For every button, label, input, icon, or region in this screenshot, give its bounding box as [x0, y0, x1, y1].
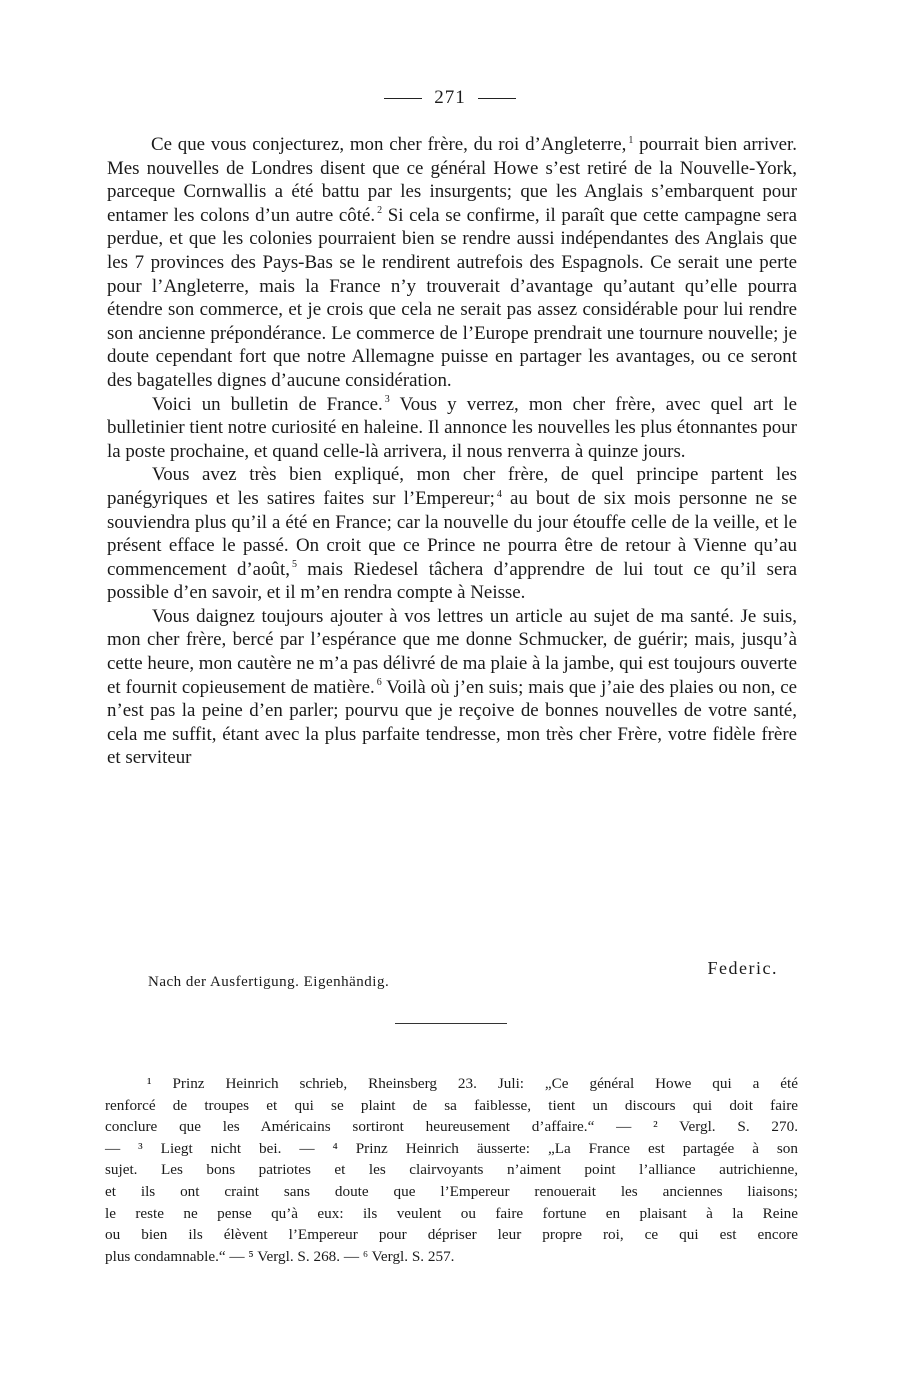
footnote-line: plus condamnable.“ — ⁵ Vergl. S. 268. — ⁶ Vergl. S. 257.	[105, 1247, 455, 1265]
paragraph-1-text-c: Si cela se confirme, il paraît que cette campagne sera perdue, et que les colonies pourraient bien se rendre aussi indépendantes des Anglais que les 7 provinces des Pays-Bas se le rendirent autrefois des Espagnols. Ce serait une perte pour l’Angleterre, mais la France n’y trouverait d’avantage qu’autant qu’elle pourra étendre son commerce, et je crois que cela ne serait pas assez considérable pour lui rendre son ancienne prépondérance. Le commerce de l’Europe prendrait une tournure nouvelle; je doute cependant fort que notre Allemagne puisse en partager les avantages, ou ce seront des bagatelles dignes d’aucune considération.	[107, 204, 797, 391]
paragraph-3	[107, 463, 797, 605]
footnote-line: renforcé de troupes et qui se plaint de sa faiblesse, tient un discours qui doit faire	[105, 1096, 798, 1114]
footnote-ref-4: 4	[496, 488, 502, 500]
footnote-line: ¹ Prinz Heinrich schrieb, Rheinsberg 23. Juli: „Ce général Howe qui a été	[147, 1075, 798, 1092]
paragraph-1-text-b: pourrait bien arriver. Mes nouvelles de Londres disent que ce général Howe s’est retiré de la Nouvelle-York, parceque Cornwallis a été battu par les insurgents; que les Anglais s’embarquent pour entamer les colons d’un autre côté.	[107, 134, 797, 226]
closing-block	[148, 958, 788, 998]
footnote-separator	[395, 1023, 507, 1024]
footnote-ref-5: 5	[291, 559, 297, 571]
footnote-line: sujet. Les bons patriotes et les clairvoyants n’aiment point l’alliance autrichienne,	[105, 1161, 798, 1179]
footnote-ref-6: 6	[376, 677, 382, 689]
footnotes	[105, 1073, 798, 1267]
dash-left	[384, 98, 422, 99]
footnote-line: le reste ne pense qu’à eux: ils veulent ou faire fortune en plaisant à la Reine	[105, 1204, 798, 1222]
footnote-ref-2: 2	[377, 205, 383, 217]
paragraph-4-text-b: Voilà où j’en suis; mais que j’aie des plaies ou non, ce n’est pas la peine d’en parler; pourvu que je reçoive de bonnes nouvelles de votre santé, cela me suffit, étant avec la plus parfaite tendresse, mon très cher Frère, votre fidèle frère et serviteur	[107, 676, 797, 769]
page-number	[0, 87, 900, 109]
footnote-ref-1: 1	[628, 134, 634, 146]
paragraph-2-text-b: Vous y verrez, mon cher frère, avec quel art le bulletinier tient notre curiosité en haleine. Il annonce les nouvelles les plus étonnantes pour la poste prochaine, et quand celle-là arrivera, il nous renverra à quinze jours.	[107, 393, 797, 462]
source-note: Nach der Ausfertigung. Eigenhändig.	[148, 974, 390, 990]
footnote-ref-3: 3	[384, 394, 390, 406]
paragraph-4	[107, 605, 797, 770]
letter-body	[107, 133, 797, 770]
footnote-line: et ils ont craint sans doute que l’Empereur renouerait les anciennes liaisons;	[105, 1182, 798, 1200]
dash-right	[478, 98, 516, 99]
signature: Federic.	[707, 958, 778, 978]
paragraph-2	[107, 393, 797, 464]
paragraph-3-text-b: au bout de six mois personne ne se souviendra plus qu’il a été en France; car la nouvelle du jour étouffe celle de la veille, et le présent efface le passé. On croit que ce Prince ne pourra être de retour à Vienne qu’au commencement d’août,	[107, 487, 797, 580]
footnote-line: — ³ Liegt nicht bei. — ⁴ Prinz Heinrich äusserte: „La France est partagée à son	[105, 1139, 798, 1157]
page-number-text: 271	[434, 87, 466, 108]
paragraph-3-text-a: Vous avez très bien expliqué, mon cher frère, de quel principe partent les panégyriques et les satires faites sur l’Empereur;	[107, 464, 797, 509]
paragraph-2-text-a: Voici un bulletin de France.	[152, 393, 383, 415]
paragraph-4-text-a: Vous daignez toujours ajouter à vos lettres un article au sujet de ma santé. Je suis, mon cher frère, bercé par l’espérance que me donne Schmucker, de guérir; mais, jusqu’à cette heure, mon cautère ne m’a pas délivré de ma plaie à la jambe, qui est toujours ouverte et fournit copieusement de matière.	[107, 605, 797, 698]
footnote-line: conclure que les Américains sortiront heureusement d’affaire.“ — ² Vergl. S. 270.	[105, 1118, 798, 1136]
paragraph-1-text-a: Ce que vous conjecturez, mon cher frère, du roi d’Angleterre,	[151, 134, 627, 155]
footnote-line: ou bien ils élèvent l’Empereur pour dépriser leur propre roi, ce qui est encore	[105, 1226, 798, 1244]
paragraph-3-text-c: mais Riedesel tâchera d’apprendre de lui tout ce qu’il sera possible d’en savoir, et il m’en rendra compte à Neisse.	[107, 558, 798, 604]
paragraph-1	[107, 133, 797, 393]
